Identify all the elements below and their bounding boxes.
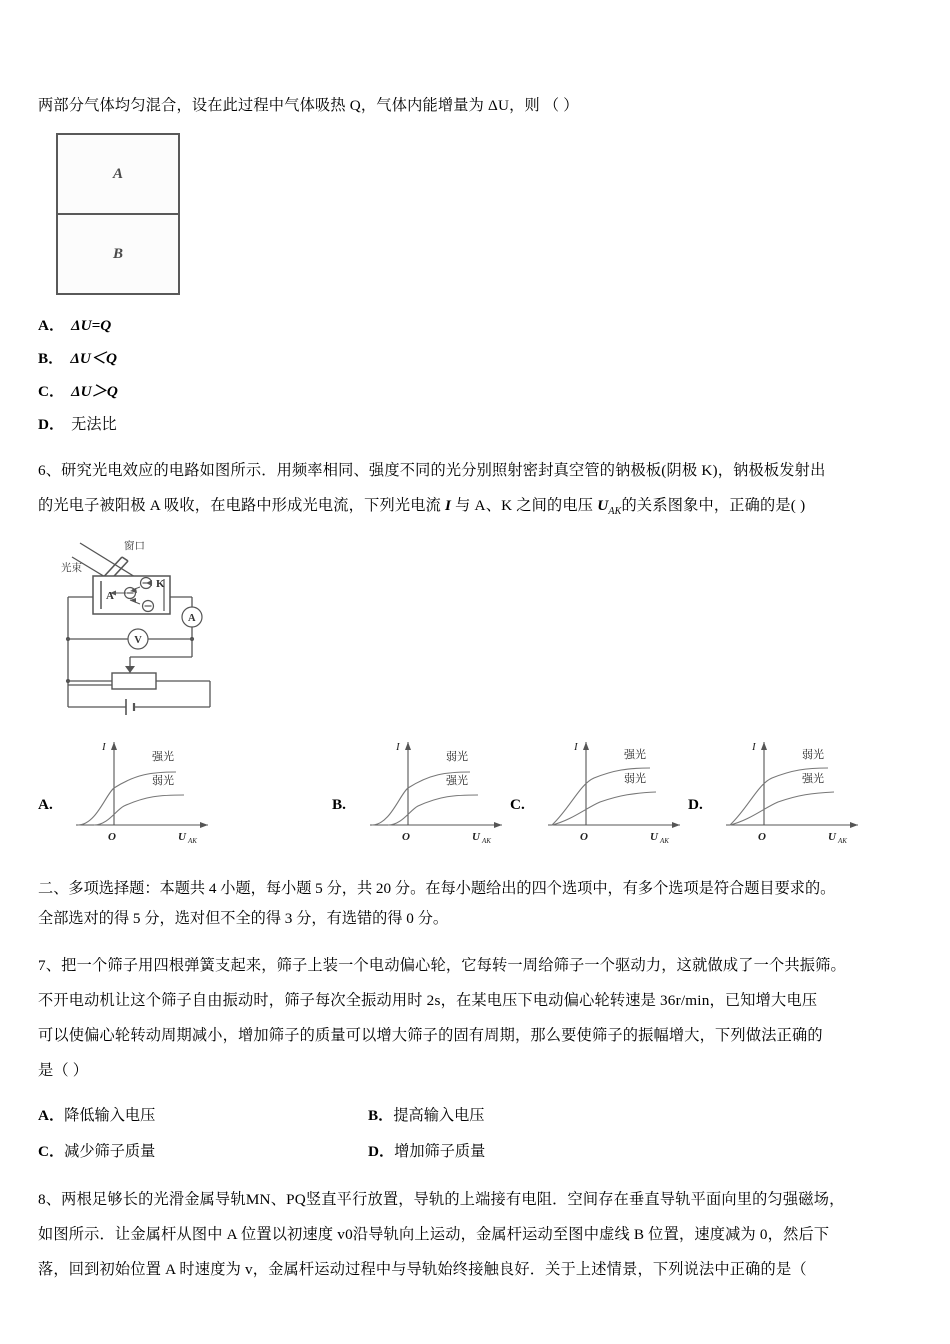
question7-option-a[interactable] xyxy=(38,1098,368,1134)
slider-arrowhead xyxy=(125,666,135,673)
graph-a-y-label: I xyxy=(102,741,106,754)
anode-label: A xyxy=(106,590,114,603)
question7-option-c[interactable] xyxy=(38,1134,368,1170)
question7-option-b-label: B． xyxy=(368,1107,394,1125)
page-content xyxy=(38,88,914,1287)
node-dot-2 xyxy=(190,637,194,641)
gas-box-outline xyxy=(56,133,180,295)
question7-line1: 7、把一个筛子用四根弹簧支起来，筛子上装一个电动偏心轮，它每转一周给筛子一个驱动力，这就做成了一个共振筛。 xyxy=(38,957,846,975)
option-b-label: B． xyxy=(38,350,64,367)
q6-symbol-U: U xyxy=(597,497,609,514)
graph-d-x-arrow xyxy=(850,822,858,828)
option-c[interactable] xyxy=(38,375,914,408)
option-d-label: D． xyxy=(38,416,65,433)
graph-a-weak-curve xyxy=(94,795,184,825)
gas-box-figure xyxy=(56,133,182,295)
question7-option-b[interactable] xyxy=(368,1098,698,1134)
q6-l2-mid: 与 A、K 之间的电压 xyxy=(451,497,598,514)
gas-compartment-a-label: A xyxy=(112,165,123,182)
graph-c-upper-curve-label: 强光 xyxy=(624,749,646,762)
question7-line4: 是（ ） xyxy=(38,1062,89,1080)
option-b-text: ΔU＜Q xyxy=(70,350,117,367)
graph-a-y-arrow xyxy=(111,742,117,750)
graph-a-x-arrow xyxy=(200,822,208,828)
graph-b-lower-curve-label: 强光 xyxy=(446,775,468,788)
option-a-label: A． xyxy=(38,317,65,334)
question7-option-d-text: 增加筛子质量 xyxy=(394,1143,486,1161)
graph-a-lower-curve-label: 弱光 xyxy=(152,775,174,788)
graph-option-a[interactable] xyxy=(38,730,216,848)
graph-d-lower-curve-label: 强光 xyxy=(802,773,824,786)
question7-option-d-label: D． xyxy=(368,1143,395,1161)
question7-option-a-text: 降低输入电压 xyxy=(64,1107,156,1125)
graph-a-origin: O xyxy=(108,831,116,844)
graph-d-y-label: I xyxy=(752,741,756,754)
iu-graph-row xyxy=(38,730,914,848)
q6-l2-pre: 的光电子被阳极 A 吸收，在电路中形成光电流，下列光电流 xyxy=(38,497,446,514)
graph-c-y-label: I xyxy=(574,741,578,754)
question7-line2: 不开电动机让这个筛子自由振动时，筛子每次全振动用时 2s，在某电压下电动偏心轮转速是 36r/min，已知增大电压 xyxy=(38,992,818,1010)
node-dot-1 xyxy=(66,637,70,641)
graph-c-x-label: U xyxy=(650,831,658,844)
graph-b-y-label: I xyxy=(396,741,400,754)
question7-options xyxy=(38,1098,914,1170)
graph-b-x-label: U xyxy=(472,831,480,844)
voltmeter-label: V xyxy=(134,635,142,647)
graph-d-upper-curve-label: 弱光 xyxy=(802,749,824,762)
question7-option-c-label: C． xyxy=(38,1143,65,1161)
gas-compartment-b-label: B xyxy=(112,245,123,262)
question7-option-row-1 xyxy=(38,1098,914,1134)
q6-l2-post: 的关系图象中，正确的是( ) xyxy=(621,497,806,514)
graph-a-x-sub: AK xyxy=(188,837,197,846)
graph-option-d[interactable] xyxy=(688,730,866,848)
graph-b-x-arrow xyxy=(494,822,502,828)
graph-c-lower-curve-label: 弱光 xyxy=(624,773,646,786)
gas-compartment-b xyxy=(58,215,178,293)
graph-d-origin: O xyxy=(758,831,766,844)
graph-b-upper-curve-label: 弱光 xyxy=(446,751,468,764)
photoelectric-circuit-figure xyxy=(60,535,290,720)
question6-line1: 6、研究光电效应的电路如图所示．用频率相同、强度不同的光分别照射密封真空管的钠极板(阴极 K)，钠极板发射出 xyxy=(38,462,826,479)
graph-c-x-sub: AK xyxy=(660,837,669,846)
option-a[interactable] xyxy=(38,309,914,342)
ammeter-label: A xyxy=(188,613,196,625)
question7-option-c-text: 减少筛子质量 xyxy=(64,1143,156,1161)
light-beam-label: 光束 xyxy=(61,563,82,575)
option-d-text: 无法比 xyxy=(71,416,117,433)
option-b[interactable] xyxy=(38,342,914,375)
q6-symbol-I: I xyxy=(445,497,452,514)
node-dot-3 xyxy=(66,679,70,683)
graph-b-x-sub: AK xyxy=(482,837,491,846)
question8-line2: 如图所示．让金属杆从图中 A 位置以初速度 v0沿导轨向上运动，金属杆运动至图中虚线 B 位置，速度减为 0，然后下 xyxy=(38,1226,830,1244)
question7-option-row-2 xyxy=(38,1134,914,1170)
graph-c-weak-curve xyxy=(552,792,656,825)
window-label: 窗口 xyxy=(124,541,145,553)
question7-option-d[interactable] xyxy=(368,1134,698,1170)
question8-line1: 8、两根足够长的光滑金属导轨MN、PQ竖直平行放置，导轨的上端接有电阻．空间存在垂直导轨平面向里的匀强磁场， xyxy=(38,1191,845,1209)
graph-d-x-label: U xyxy=(828,831,836,844)
q6-symbol-U-sub: AK xyxy=(608,506,622,518)
graph-b-label: B. xyxy=(332,796,346,814)
question5-stem: 两部分气体均匀混合，设在此过程中气体吸热 Q，气体内能增量为 ΔU，则 （ ） xyxy=(38,97,579,114)
graph-c-origin: O xyxy=(580,831,588,844)
question7-option-b-text: 提高输入电压 xyxy=(393,1107,485,1125)
graph-d-strong-curve xyxy=(730,792,834,825)
graph-a-upper-curve-label: 强光 xyxy=(152,751,174,764)
cathode-label: K xyxy=(156,578,165,591)
graph-a-x-label: U xyxy=(178,831,186,844)
graph-d-x-sub: AK xyxy=(838,837,847,846)
graph-option-c[interactable] xyxy=(510,730,688,848)
question6-line2 xyxy=(38,488,914,529)
graph-option-b[interactable] xyxy=(332,730,510,848)
gas-compartment-a xyxy=(58,135,178,215)
option-d[interactable] xyxy=(38,408,914,441)
graph-c-x-arrow xyxy=(672,822,680,828)
graph-a-label: A. xyxy=(38,796,53,814)
graph-c-y-arrow xyxy=(583,742,589,750)
question8-line3: 落，回到初始位置 A 时速度为 v，金属杆运动过程中与导轨始终接触良好．关于上述情景，下列说法中正确的是（ xyxy=(38,1261,807,1279)
graph-b-strong-curve xyxy=(388,795,478,825)
option-a-text: ΔU=Q xyxy=(71,317,112,334)
question5-options xyxy=(38,309,914,441)
section2-header-line2: 全部选对的得 5 分，选对但不全的得 3 分，有选错的得 0 分。 xyxy=(38,910,449,928)
option-c-text: ΔU＞Q xyxy=(71,383,118,400)
graph-d-label: D. xyxy=(688,796,703,814)
rheostat-body xyxy=(112,673,156,689)
question7-line3: 可以使偏心轮转动周期减小，增加筛子的质量可以增大筛子的固有周期，那么要使筛子的振幅增大，下列做法正确的 xyxy=(38,1027,823,1045)
option-c-label: C． xyxy=(38,383,65,400)
graph-b-y-arrow xyxy=(405,742,411,750)
graph-b-origin: O xyxy=(402,831,410,844)
graph-d-y-arrow xyxy=(761,742,767,750)
section2-header-line1: 二、多项选择题：本题共 4 小题，每小题 5 分，共 20 分。在每小题给出的四个选项中，有多个选项是符合题目要求的。 xyxy=(38,880,836,898)
question7-option-a-label: A． xyxy=(38,1107,65,1125)
graph-c-label: C. xyxy=(510,796,525,814)
